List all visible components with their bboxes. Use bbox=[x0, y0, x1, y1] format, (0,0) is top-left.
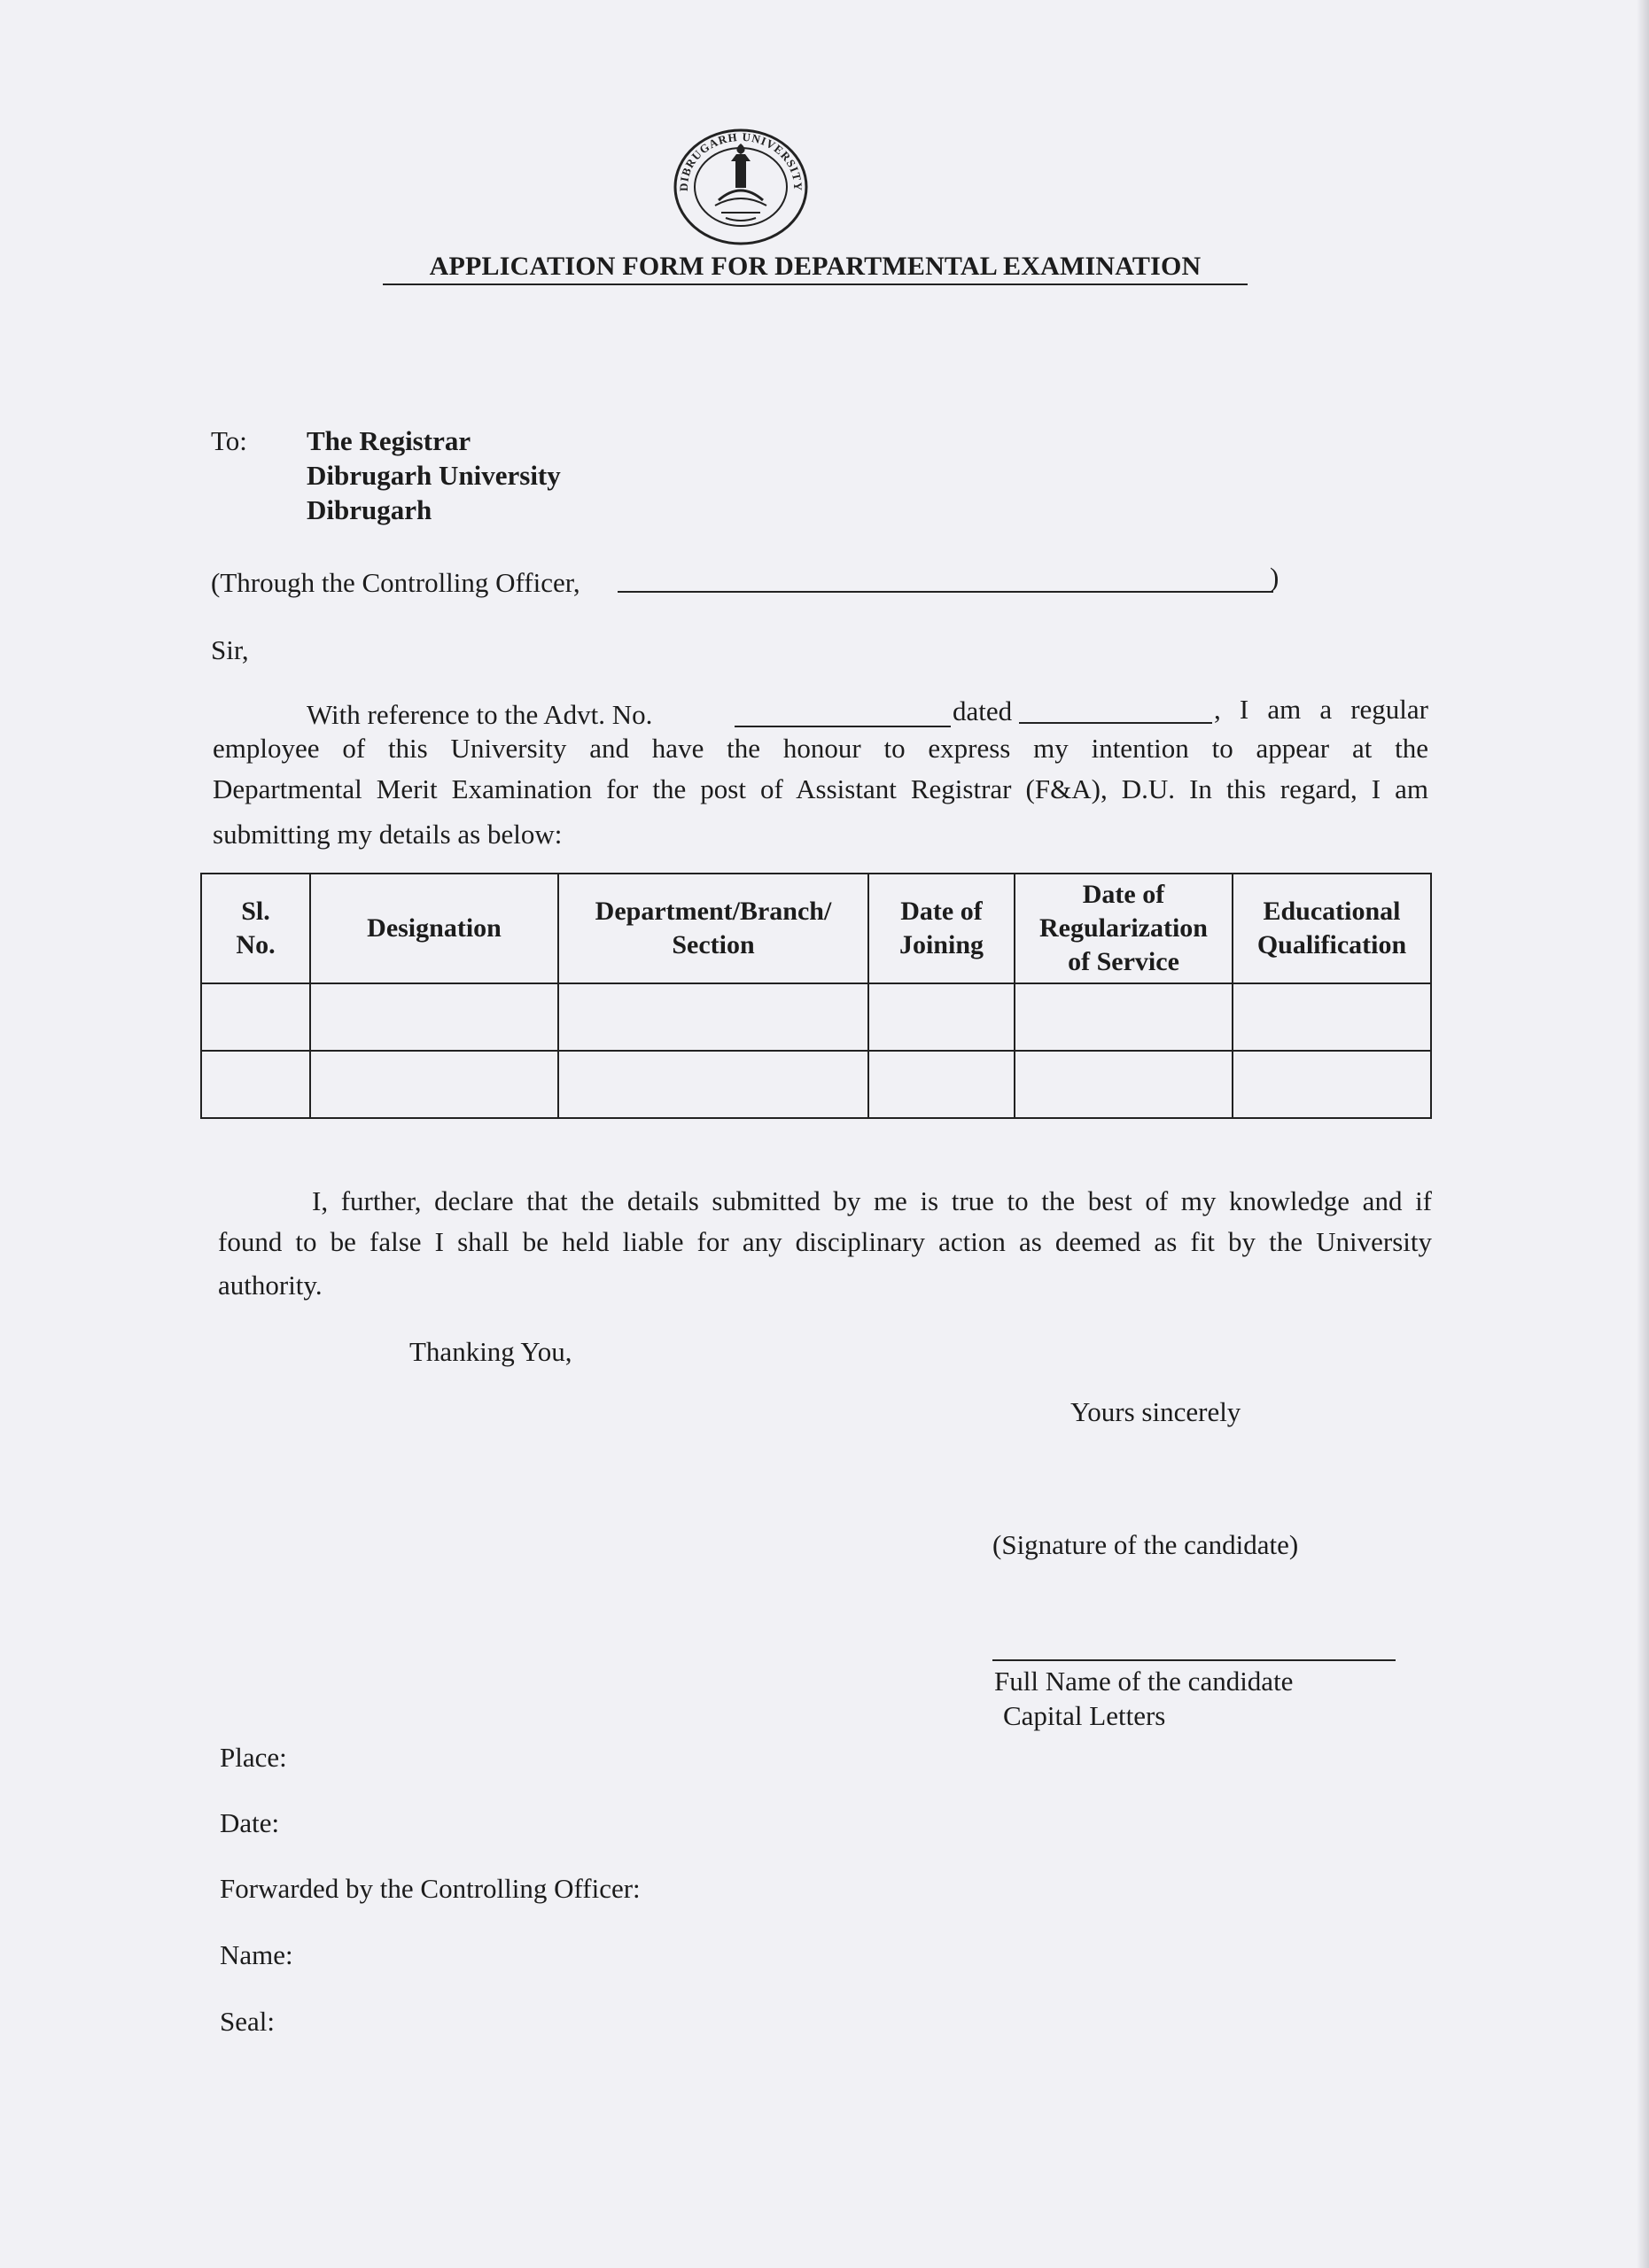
table-row bbox=[201, 983, 1431, 1051]
through-suffix: ) bbox=[1270, 562, 1280, 593]
controlling-officer-blank[interactable] bbox=[618, 591, 1273, 593]
header-designation: Designation bbox=[310, 874, 558, 983]
address-line-1: The Registrar bbox=[307, 425, 471, 456]
declaration-line-3: authority. bbox=[218, 1270, 323, 1301]
p1-line4: submitting my details as below: bbox=[213, 819, 563, 850]
header-date-of-joining: Date of Joining bbox=[868, 874, 1015, 983]
seal-label: Seal: bbox=[220, 2006, 275, 2037]
advt-date-blank[interactable] bbox=[1019, 722, 1212, 724]
table-header-row bbox=[201, 874, 1431, 983]
table-cell[interactable] bbox=[201, 1051, 310, 1118]
address-line-3: Dibrugarh bbox=[307, 494, 432, 525]
through-prefix: (Through the Controlling Officer, bbox=[211, 567, 580, 598]
salutation: Sir, bbox=[211, 634, 249, 665]
p1-line1-c: , I am a regular bbox=[1214, 694, 1428, 725]
university-logo-icon bbox=[673, 128, 809, 246]
full-name-label: Full Name of the candidate bbox=[994, 1666, 1294, 1697]
table-cell[interactable] bbox=[558, 1051, 868, 1118]
full-name-blank[interactable] bbox=[992, 1659, 1396, 1661]
p1-line2: employee of this University and have the honour to express my intention to appear at the bbox=[213, 733, 1428, 764]
header-sl-no: Sl. No. bbox=[201, 874, 310, 983]
table-cell[interactable] bbox=[1015, 1051, 1233, 1118]
declaration-line-2: found to be false I shall be held liable for any disciplinary action as deemed as fit by the University bbox=[218, 1226, 1432, 1257]
advt-no-blank[interactable] bbox=[735, 726, 951, 727]
form-title: APPLICATION FORM FOR DEPARTMENTAL EXAMINATION bbox=[429, 252, 1202, 281]
page-edge-shadow bbox=[1637, 0, 1649, 2268]
table-cell[interactable] bbox=[1233, 983, 1431, 1051]
details-table bbox=[200, 873, 1432, 1119]
p1-line1-a: With reference to the Advt. No. bbox=[307, 699, 653, 730]
header-date-of-regularization: Date of Regularization of Service bbox=[1015, 874, 1233, 983]
place-label: Place: bbox=[220, 1742, 287, 1773]
to-label: To: bbox=[211, 425, 247, 456]
title-underline bbox=[383, 284, 1248, 285]
address-line-2: Dibrugarh University bbox=[307, 460, 561, 491]
declaration-line-1: I, further, declare that the details submitted by me is true to the best of my knowledge and if bbox=[312, 1185, 1432, 1216]
table-cell[interactable] bbox=[558, 983, 868, 1051]
table-cell[interactable] bbox=[868, 1051, 1015, 1118]
signature-label: (Signature of the candidate) bbox=[992, 1529, 1299, 1560]
header-department: Department/Branch/ Section bbox=[558, 874, 868, 983]
header-educational-qualification: Educational Qualification bbox=[1233, 874, 1431, 983]
table-cell[interactable] bbox=[1015, 983, 1233, 1051]
table-cell[interactable] bbox=[310, 1051, 558, 1118]
date-label: Date: bbox=[220, 1807, 280, 1838]
table-cell[interactable] bbox=[310, 983, 558, 1051]
table-cell[interactable] bbox=[868, 983, 1015, 1051]
p1-line3: Departmental Merit Examination for the post of Assistant Registrar (F&A), D.U. In this regard, I am bbox=[213, 773, 1428, 804]
name-label: Name: bbox=[220, 1939, 293, 1970]
p1-line1-b: dated bbox=[953, 695, 1013, 726]
forwarded-label: Forwarded by the Controlling Officer: bbox=[220, 1873, 641, 1904]
table-cell[interactable] bbox=[201, 983, 310, 1051]
svg-text:DIBRUGARH UNIVERSITY: DIBRUGARH UNIVERSITY bbox=[676, 129, 805, 192]
table-row bbox=[201, 1051, 1431, 1118]
thanking-you: Thanking You, bbox=[409, 1336, 572, 1367]
table-cell[interactable] bbox=[1233, 1051, 1431, 1118]
yours-sincerely: Yours sincerely bbox=[1070, 1396, 1241, 1427]
capital-letters-label: Capital Letters bbox=[1003, 1700, 1166, 1731]
